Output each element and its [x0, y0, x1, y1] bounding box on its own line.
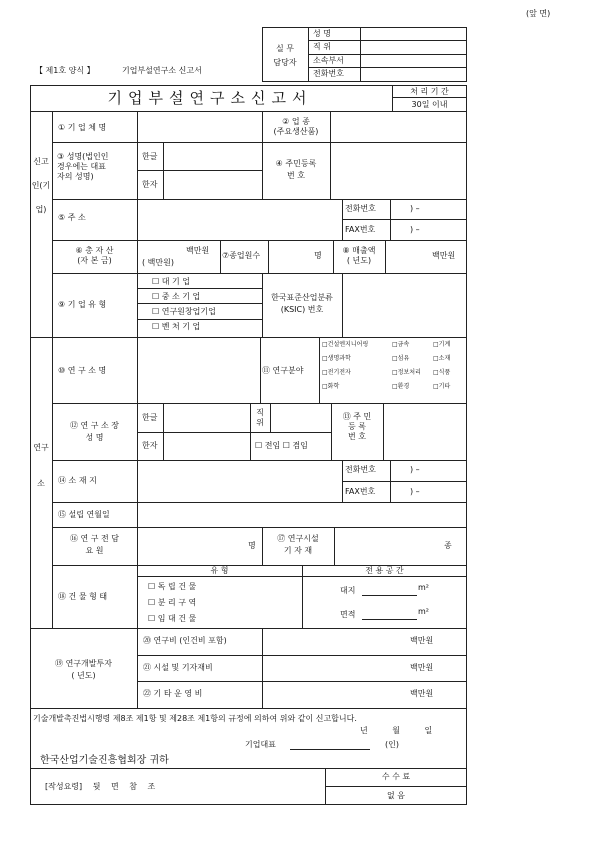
seal-mark: (인): [385, 740, 399, 749]
invest-other-unit: 백만원: [410, 689, 434, 698]
rep-hanja-label: 한자: [142, 180, 158, 189]
company-type-label: ⑨ 기 업 유 형: [58, 300, 107, 309]
area-unit: m²: [418, 607, 429, 616]
guide-note: [작성요령] 뒷 면 참 조: [45, 782, 156, 791]
representative-label: 기업대표: [245, 740, 276, 749]
staff-position-label: 직 위: [313, 42, 331, 51]
fee-value: 없 음: [387, 791, 405, 800]
director-hanja-label: 한자: [142, 441, 158, 450]
section-applicant: 신고인(기업): [31, 157, 51, 214]
employees-label: ⑦종업원수: [222, 251, 261, 260]
invest-research-label: ⑳ 연구비 (인건비 포함): [143, 636, 227, 645]
declaration-date: 년 월 일: [360, 726, 433, 735]
invest-facility-label: ㉑ 시설 및 기자재비: [143, 663, 213, 672]
area-label: 면적: [340, 610, 356, 619]
addressee: 한국산업기술진흥협회장 귀하: [40, 755, 169, 766]
form-number-label: 【 제1호 양식 】: [35, 66, 95, 75]
field-food[interactable]: □식품: [433, 369, 451, 376]
phone-label: 전화번호: [345, 204, 376, 213]
sales-unit: 백만원: [432, 251, 456, 260]
building-label: ⑱ 건 물 형 태: [58, 592, 108, 601]
director-resident-label: ⑬ 주 민 등 록 번 호: [342, 412, 372, 441]
staff-phone-label: 전화번호: [313, 69, 344, 78]
location-label: ⑭ 소 재 지: [58, 476, 97, 485]
researchers-unit: 명: [248, 541, 256, 550]
field-material[interactable]: □소재: [433, 355, 451, 362]
address-label: ⑤ 주 소: [58, 213, 86, 222]
resident-no-label: ④ 주민등록 번 호: [275, 159, 317, 180]
space-head: 전 용 공 간: [365, 566, 404, 575]
director-hangul-label: 한글: [142, 413, 158, 422]
rep-hangul-label: 한글: [142, 152, 158, 161]
invest-label: ⑲ 연구개발투자 ( 년도): [55, 659, 112, 680]
director-position-label: 직 위: [256, 408, 264, 427]
field-textile[interactable]: □섬유: [392, 355, 410, 362]
field-electronics[interactable]: □전기전자: [322, 369, 351, 376]
field-info[interactable]: □정보처리: [392, 369, 421, 376]
invest-other-label: ㉒ 기 타 운 영 비: [143, 689, 203, 698]
researchers-label: ⑯ 연 구 전 담 요 원: [69, 534, 120, 555]
field-metal[interactable]: □금속: [392, 341, 410, 348]
declaration-text: 기술개발촉진법시행령 제8조 제1항 및 제28조 제1항의 규정에 의하여 위와 같이 신고합니다.: [33, 714, 357, 723]
field-environment[interactable]: □환경: [392, 383, 410, 390]
staff-dept-label: 소속부서: [313, 56, 344, 65]
field-other[interactable]: □기타: [433, 383, 451, 390]
field-label: ⑪ 연구분야: [262, 366, 304, 375]
staff-title: 실 무 담당자: [273, 44, 297, 67]
founded-label: ⑮ 설립 연월일: [58, 510, 110, 519]
section-lab: 연구소: [33, 443, 49, 488]
rep-name-label: ③ 성명(법인인 경우에는 대표 자의 성명): [57, 152, 109, 181]
company-name-label: ① 기 업 체 명: [58, 123, 107, 132]
form-name: 기업부설연구소 신고서: [122, 66, 202, 75]
assets-unit: 백만원: [186, 246, 210, 255]
lab-name-label: ⑩ 연 구 소 명: [58, 366, 107, 375]
field-construction[interactable]: □건설엔지니어링: [322, 341, 369, 348]
form-body: [30, 85, 467, 805]
processing-value: 30일 이내: [411, 100, 448, 109]
btype-separate-checkbox[interactable]: ☐ 분 리 구 역: [148, 598, 197, 607]
page-side-note: (앞 면): [526, 9, 551, 18]
fax-dash: ) –: [410, 225, 420, 234]
staff-name-label: 성 명: [313, 29, 331, 38]
field-chemistry[interactable]: □화학: [322, 383, 340, 390]
business-type-label: ② 업 종 (주요생산품): [273, 117, 319, 136]
processing-label: 처 리 기 간: [410, 87, 449, 96]
facilities-label: ⑰ 연구시설 기 자 재: [277, 534, 319, 555]
field-bio[interactable]: □생명과학: [322, 355, 351, 362]
phone-dash: ) –: [410, 204, 420, 213]
type-venture-checkbox[interactable]: ☐ 벤 처 기 업: [152, 322, 201, 331]
lab-fax-label: FAX번호: [345, 487, 376, 496]
sales-label: ⑧ 매출액 ( 년도): [342, 246, 376, 265]
land-unit: m²: [418, 583, 429, 592]
fee-label: 수 수 료: [381, 772, 411, 781]
assets-label: ⑥ 총 자 산 (자 본 금): [75, 246, 114, 265]
type-startup-checkbox[interactable]: ☐ 연구원창업기업: [152, 307, 216, 316]
director-label: ⑫ 연 구 소 장 성 명: [69, 421, 120, 442]
type-large-checkbox[interactable]: ☐ 대 기 업: [152, 277, 190, 286]
lab-phone-label: 전화번호: [345, 465, 376, 474]
main-title: 기업부설연구소신고서: [107, 89, 313, 107]
lab-fax-dash: ) –: [410, 487, 420, 496]
ksic-label: 한국표준산업분류 (KSIC) 번호: [271, 293, 333, 314]
employees-unit: 명: [314, 251, 322, 260]
invest-facility-unit: 백만원: [410, 663, 434, 672]
lab-phone-dash: ) –: [410, 465, 420, 474]
land-label: 대지: [340, 586, 356, 595]
type-sme-checkbox[interactable]: ☐ 중 소 기 업: [152, 292, 201, 301]
btype-rented-checkbox[interactable]: ☐ 임 대 건 물: [148, 614, 197, 623]
btype-independent-checkbox[interactable]: ☐ 독 립 건 물: [148, 582, 197, 591]
invest-research-unit: 백만원: [410, 636, 434, 645]
facilities-unit: 종: [444, 541, 452, 550]
building-type-head: 유 형: [210, 566, 229, 575]
fax-label: FAX번호: [345, 225, 376, 234]
fulltime-checkbox[interactable]: ☐ 전임 ☐ 겸임: [255, 441, 308, 450]
field-machine[interactable]: □기계: [433, 341, 451, 348]
capital-unit: ( 백만원): [142, 258, 174, 267]
